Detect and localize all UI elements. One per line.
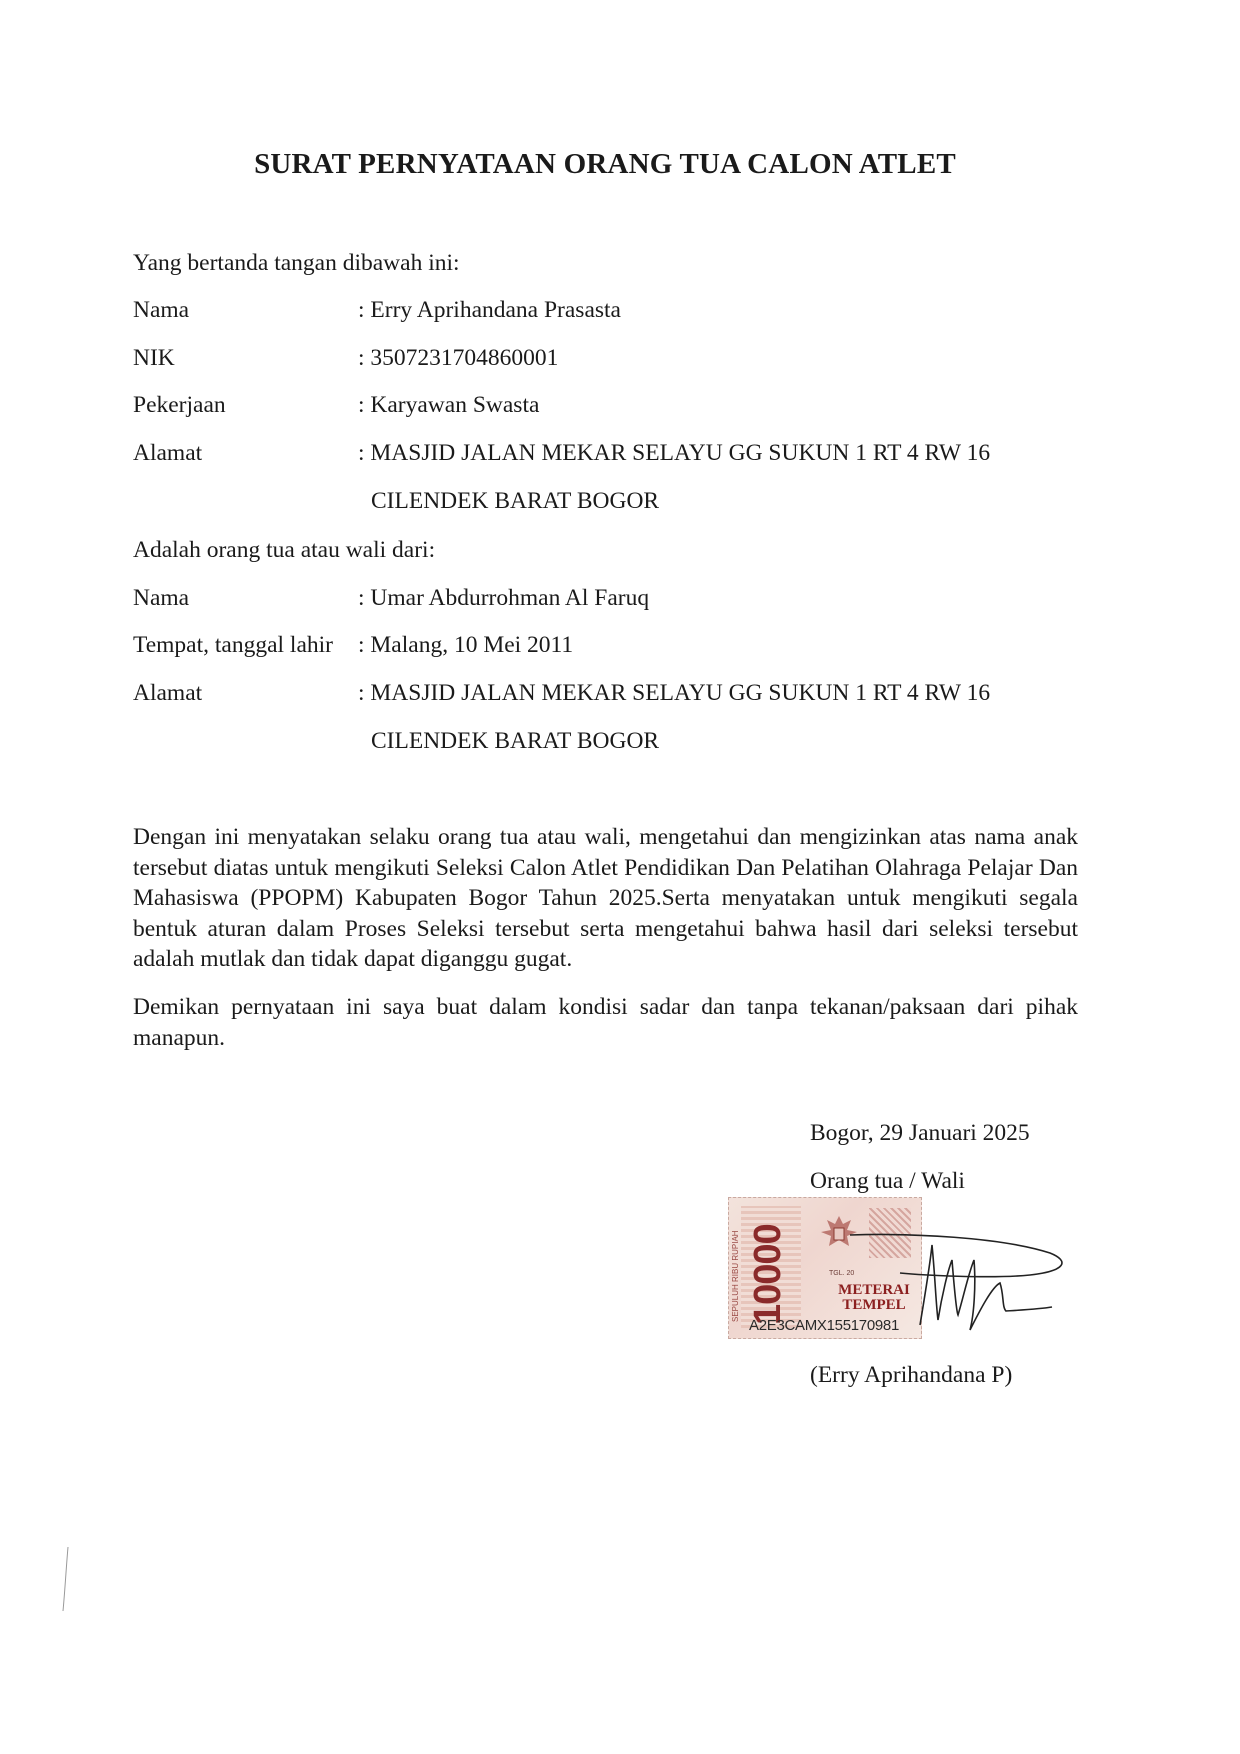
parent-alamat-continuation: CILENDEK BARAT BOGOR — [371, 488, 660, 514]
field-label: Tempat, tanggal lahir — [133, 632, 333, 658]
field-value: : Karyawan Swasta — [358, 392, 540, 418]
statement-paragraph: Dengan ini menyatakan selaku orang tua atau wali, mengetahui dan mengizinkan atas nama anak tersebut diatas untuk mengikuti Seleksi Calon Atlet Pendidikan Dan Pelatihan Olahraga Pelajar Dan Mahasiswa (PPOPM) Kabupaten Bogor Tahun 2025.Serta menyatakan untuk mengikuti segala bentuk aturan dalam Proses Seleksi tersebut serta mengetahui bahwa hasil dari seleksi tersebut adalah mutlak dan tidak dapat diganggu gugat. — [133, 824, 1078, 972]
child-intro-text: Adalah orang tua atau wali dari: — [133, 537, 436, 563]
child-alamat-continuation: CILENDEK BARAT BOGOR — [371, 728, 660, 754]
field-label: Nama — [133, 585, 190, 611]
field-label: Alamat — [133, 440, 203, 466]
handwritten-signature — [770, 1215, 1090, 1345]
field-label: Pekerjaan — [133, 392, 226, 418]
field-value: : Erry Aprihandana Prasasta — [358, 297, 621, 323]
field-label: Alamat — [133, 680, 203, 706]
signer-name: (Erry Aprihandana P) — [810, 1362, 1013, 1388]
stamp-side-text: SEPULUH RIBU RUPIAH — [731, 1230, 740, 1322]
stamp-value: 10000 — [747, 1224, 789, 1325]
field-value: : Malang, 10 Mei 2011 — [358, 632, 574, 658]
place-date: Bogor, 29 Januari 2025 — [810, 1120, 1030, 1146]
closing-paragraph: Demikan pernyataan ini saya buat dalam kondisi sadar dan tanpa tekanan/paksaan dari pihak manapun. — [133, 994, 1078, 1051]
field-value: : Umar Abdurrohman Al Faruq — [358, 585, 650, 611]
field-label: NIK — [133, 345, 175, 371]
scan-mark — [60, 1545, 72, 1615]
field-label: Nama — [133, 297, 190, 323]
intro-text: Yang bertanda tangan dibawah ini: — [133, 250, 460, 276]
signer-role: Orang tua / Wali — [810, 1168, 965, 1194]
stamp-serial: A2E3CAMX155170981 — [749, 1317, 900, 1334]
document-title: SURAT PERNYATAAN ORANG TUA CALON ATLET — [254, 148, 956, 180]
stamp-label-line1: METERAI — [838, 1282, 910, 1298]
field-value: : MASJID JALAN MEKAR SELAYU GG SUKUN 1 RT 4 RW 16 — [358, 680, 991, 706]
field-value: : 3507231704860001 — [358, 345, 559, 371]
stamp-label-line2: TEMPEL — [842, 1297, 906, 1313]
field-value: : MASJID JALAN MEKAR SELAYU GG SUKUN 1 RT 4 RW 16 — [358, 440, 991, 466]
stamp-tgl: TGL. 20 — [829, 1270, 855, 1277]
